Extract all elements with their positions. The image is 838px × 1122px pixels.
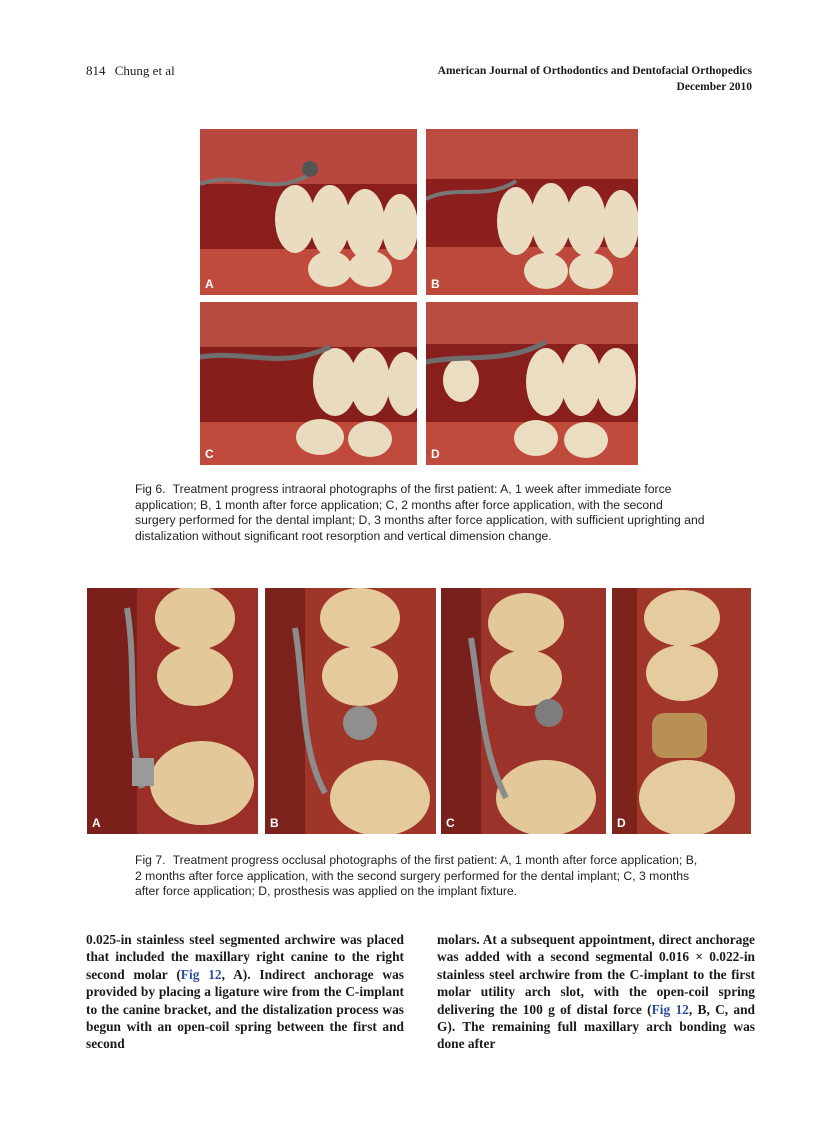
page-number: 814 [86,63,106,78]
figure-reference-link[interactable]: Fig 12 [651,1001,689,1017]
fig7-photo-a [87,588,258,834]
fig6-photo-d [426,302,638,465]
intraoral-photo-image [200,302,417,465]
fig7-caption [135,853,705,900]
body-text: molars. At a subsequent appointment, direct anchorage was added with a second segmental 0.016 × 0.022-in stainless steel archwire from the C-implant to the first molar utility arch slot, with the open-coil spring delivering the 100 g of distal force ( [437,932,755,1017]
intraoral-photo-image [200,129,417,295]
occlusal-photo-image [441,588,606,834]
issue-date: December 2010 [676,81,752,93]
panel-label: D [431,447,440,461]
intraoral-photo-image [426,302,638,465]
figure-reference-link[interactable]: Fig 12 [180,966,222,982]
fig7-photo-d [612,588,751,834]
intraoral-photo-image [426,129,638,295]
occlusal-photo-image [265,588,436,834]
panel-label: C [205,447,214,461]
running-header-left [86,63,181,79]
running-header-right [438,63,752,95]
fig7-photo-b [265,588,436,834]
panel-label: A [92,816,101,830]
caption-text: Treatment progress intraoral photographs of the first patient: A, 1 week after immediate force application; B, 1 month after force application; C, 2 months after force application, with the second surgery performed for the dental implant; D, 3 months after force application, with sufficient uprighting and distalization without significant root resorption and vertical dimension change. [135,482,705,543]
panel-label: C [446,816,455,830]
panel-label: A [205,277,214,291]
fig6-photo-c [200,302,417,465]
body-text-left-column [86,931,404,1053]
journal-name: American Journal of Orthodontics and Dentofacial Orthopedics [437,65,752,77]
figure-number: Fig 7. [135,853,166,867]
figure-number: Fig 6. [135,482,166,496]
fig6-photo-b [426,129,638,295]
occlusal-photo-image [612,588,751,834]
author-line: Chung et al [114,63,175,78]
fig6-photo-a [200,129,417,295]
body-text: , B, C, and G). The remaining full maxillary arch bonding was done after [437,1001,755,1052]
caption-text: Treatment progress occlusal photographs of the first patient: A, 1 month after force application; B, 2 months after force application, with the second surgery performed for the dental implant; C, 3 months after force application; D, prosthesis was applied on the implant fixture. [135,853,698,898]
panel-label: D [617,816,626,830]
fig6-caption [135,482,705,544]
fig7-photo-c [441,588,606,834]
panel-label: B [431,277,440,291]
body-text-right-column [437,931,755,1053]
panel-label: B [270,816,279,830]
body-text: , A). Indirect anchorage was provided by placing a ligature wire from the C-implant to the canine bracket, and the distalization process was begun with an open-coil spring between the first and second [86,966,405,1052]
body-text: 0.025-in stainless steel segmented archwire was placed that included the maxillary right canine to the right second molar ( [86,932,404,982]
occlusal-photo-image [87,588,258,834]
